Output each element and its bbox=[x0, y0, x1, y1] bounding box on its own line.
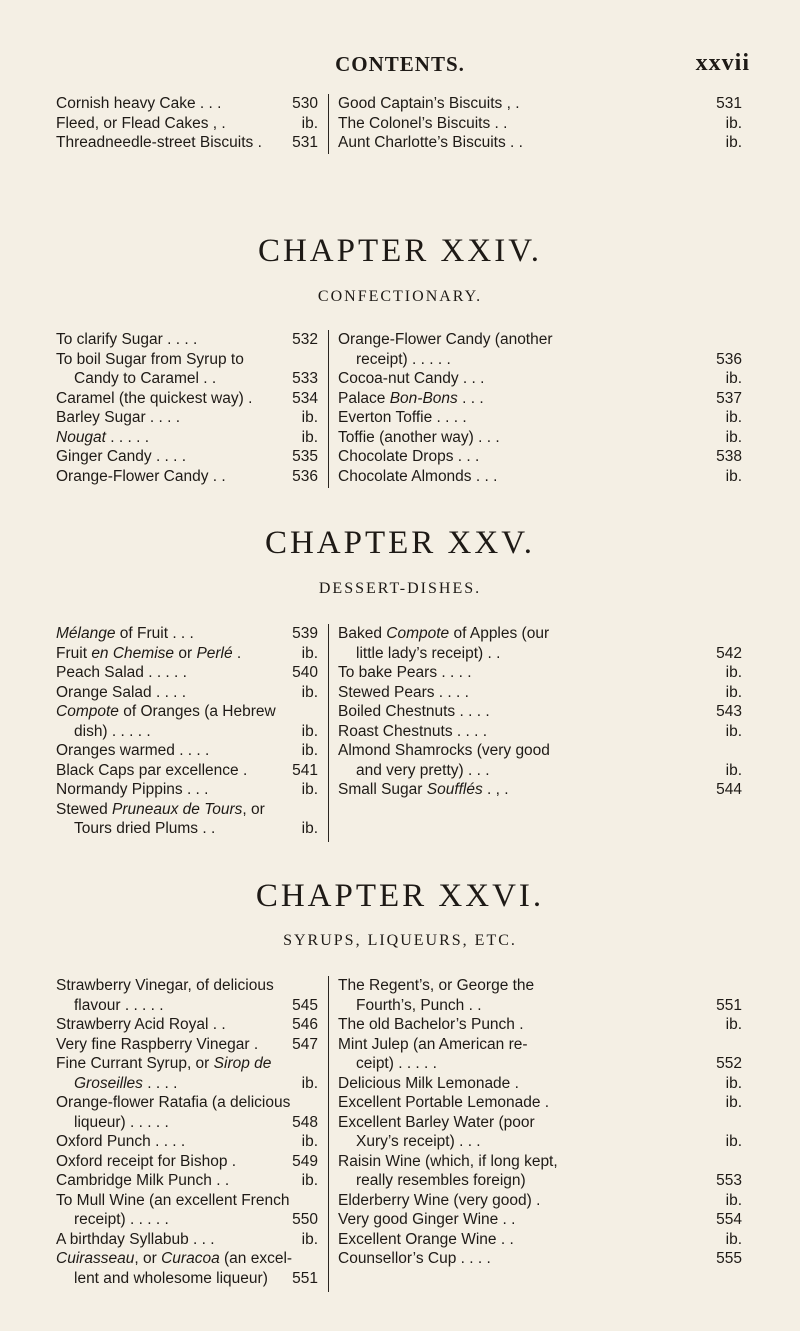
toc-entry-title: Stewed Pears . . . . bbox=[338, 683, 469, 701]
toc-entry-page: ib. bbox=[301, 742, 318, 759]
chapter-25-subtitle: DESSERT-DISHES. bbox=[318, 580, 482, 597]
toc-entry-page: ib. bbox=[725, 114, 742, 132]
toc-entry bbox=[56, 819, 318, 839]
toc-entry-page: 545 bbox=[292, 996, 318, 1014]
toc-entry-title: Cornish heavy Cake . . . bbox=[56, 95, 222, 112]
toc-entry-title: Elderberry Wine (very good) . bbox=[338, 1191, 541, 1209]
toc-entry-page: 552 bbox=[716, 1055, 742, 1072]
toc-entry-title: Orange-Flower Candy (another bbox=[338, 331, 553, 348]
toc-entry-title: Barley Sugar . . . . bbox=[56, 409, 181, 426]
toc-entry-page: 531 bbox=[292, 134, 318, 151]
toc-entry-title: lent and wholesome liqueur) bbox=[74, 1269, 268, 1287]
page-number: xxvii bbox=[695, 50, 750, 76]
toc-entry-page: 543 bbox=[716, 703, 742, 720]
toc-entry-title: Xury’s receipt) . . . bbox=[356, 1133, 481, 1150]
toc-entry bbox=[56, 1074, 318, 1094]
toc-entry-page: ib. bbox=[725, 428, 742, 446]
toc-entry bbox=[56, 428, 318, 448]
toc-entry-page: 530 bbox=[292, 95, 318, 112]
toc-entry-title: Orange Salad . . . . bbox=[56, 683, 187, 701]
toc-entry-page: ib. bbox=[725, 1016, 742, 1033]
toc-entry bbox=[338, 1054, 742, 1074]
toc-entry-title: Oxford Punch . . . . bbox=[56, 1133, 186, 1150]
toc-entry-title: Oranges warmed . . . . bbox=[56, 742, 210, 759]
toc-entry-page: 551 bbox=[292, 1269, 318, 1287]
toc-entry bbox=[56, 1113, 318, 1133]
toc-entry bbox=[338, 1074, 742, 1094]
toc-entry bbox=[56, 1210, 318, 1230]
toc-entry-page: 536 bbox=[716, 350, 742, 368]
toc-entry bbox=[338, 1035, 742, 1055]
toc-entry-page: ib. bbox=[725, 1074, 742, 1092]
toc-entry-title: Threadneedle-street Biscuits . bbox=[56, 134, 262, 151]
toc-entry bbox=[56, 663, 318, 683]
toc-column-left bbox=[56, 976, 318, 1288]
toc-entry-page: ib. bbox=[301, 1230, 318, 1248]
column-divider bbox=[328, 976, 329, 1292]
toc-entry-title: little lady’s receipt) . . bbox=[356, 644, 501, 662]
toc-entry bbox=[56, 780, 318, 800]
toc-entry bbox=[338, 976, 742, 996]
toc-entry bbox=[338, 389, 742, 409]
toc-entry bbox=[56, 369, 318, 389]
toc-entry-page: 538 bbox=[716, 448, 742, 465]
toc-entry-page: 531 bbox=[716, 95, 742, 112]
toc-entry-title: Caramel (the quickest way) . bbox=[56, 389, 253, 407]
toc-section-syrups-liqueurs bbox=[56, 976, 746, 1292]
toc-entry-title: Roast Chestnuts . . . . bbox=[338, 722, 488, 740]
toc-entry bbox=[338, 1132, 742, 1152]
toc-entry-title: Almond Shamrocks (very good bbox=[338, 742, 550, 759]
toc-entry bbox=[338, 330, 742, 350]
toc-entry-page: 534 bbox=[292, 389, 318, 407]
chapter-24-title: CHAPTER XXIV. bbox=[257, 233, 543, 269]
toc-entry-page: ib. bbox=[301, 114, 318, 132]
toc-entry bbox=[56, 114, 318, 134]
toc-entry-page: 537 bbox=[716, 389, 742, 407]
toc-entry-title: Strawberry Acid Royal . . bbox=[56, 1016, 226, 1033]
chapter-26-subtitle: SYRUPS, LIQUEURS, ETC. bbox=[283, 932, 517, 949]
toc-entry bbox=[338, 644, 742, 664]
toc-entry bbox=[338, 624, 742, 644]
toc-entry-title: Excellent Portable Lemonade . bbox=[338, 1094, 550, 1111]
running-head bbox=[0, 52, 800, 82]
toc-entry bbox=[56, 1132, 318, 1152]
toc-entry-page: ib. bbox=[725, 683, 742, 701]
toc-entry-title: Cuirasseau, or Curacoa (an excel- bbox=[56, 1250, 293, 1267]
toc-entry bbox=[56, 1191, 318, 1211]
toc-section-dessert-dishes bbox=[56, 624, 746, 844]
toc-entry-title: Counsellor’s Cup . . . . bbox=[338, 1250, 491, 1267]
toc-entry bbox=[56, 1093, 318, 1113]
toc-entry bbox=[56, 1171, 318, 1191]
toc-entry-title: Excellent Barley Water (poor bbox=[338, 1113, 535, 1131]
toc-entry bbox=[56, 644, 318, 664]
toc-entry-title: The Colonel’s Biscuits . . bbox=[338, 114, 508, 132]
toc-entry-title: Oxford receipt for Bishop . bbox=[56, 1152, 237, 1170]
toc-entry bbox=[56, 1015, 318, 1035]
toc-entry-title: The old Bachelor’s Punch . bbox=[338, 1016, 524, 1033]
toc-entry-title: Ginger Candy . . . . bbox=[56, 448, 187, 465]
toc-entry bbox=[338, 447, 742, 467]
toc-entry-title: Delicious Milk Lemonade . bbox=[338, 1074, 519, 1092]
toc-entry bbox=[56, 722, 318, 742]
toc-entry-title: Small Sugar Soufflés . , . bbox=[338, 781, 509, 798]
toc-entry bbox=[56, 408, 318, 428]
toc-entry-page: 548 bbox=[292, 1113, 318, 1131]
toc-entry-page: ib. bbox=[301, 683, 318, 701]
toc-entry bbox=[56, 741, 318, 761]
toc-entry bbox=[338, 663, 742, 683]
toc-column-right bbox=[338, 624, 742, 800]
toc-entry-title: Very fine Raspberry Vinegar . bbox=[56, 1035, 259, 1053]
toc-entry bbox=[56, 976, 318, 996]
toc-entry-page: ib. bbox=[725, 761, 742, 779]
toc-entry-page: ib. bbox=[725, 467, 742, 485]
toc-entry bbox=[56, 1230, 318, 1250]
toc-entry-title: Aunt Charlotte’s Biscuits . . bbox=[338, 134, 523, 151]
toc-entry bbox=[338, 780, 742, 800]
toc-entry-title: Peach Salad . . . . . bbox=[56, 664, 187, 681]
toc-entry-title: Cocoa-nut Candy . . . bbox=[338, 370, 485, 387]
toc-entry-page: 553 bbox=[716, 1172, 742, 1189]
toc-entry-title: Fine Currant Syrup, or Sirop de bbox=[56, 1055, 272, 1072]
toc-entry-title: Chocolate Drops . . . bbox=[338, 448, 480, 465]
toc-entry bbox=[56, 1035, 318, 1055]
toc-entry bbox=[56, 683, 318, 703]
toc-entry-title: To Mull Wine (an excellent French bbox=[56, 1191, 290, 1209]
toc-entry bbox=[338, 94, 742, 114]
toc-entry-title: Fourth’s, Punch . . bbox=[356, 996, 482, 1014]
toc-entry-title: Orange-Flower Candy . . bbox=[56, 467, 226, 485]
toc-entry-page: 547 bbox=[292, 1035, 318, 1053]
toc-entry bbox=[338, 1015, 742, 1035]
toc-entry-page: ib. bbox=[301, 1133, 318, 1150]
toc-entry bbox=[338, 1249, 742, 1269]
toc-entry-page: 533 bbox=[292, 370, 318, 387]
toc-entry bbox=[56, 624, 318, 644]
toc-column-left bbox=[56, 94, 318, 153]
toc-column-right bbox=[338, 94, 742, 153]
toc-entry-title: Palace Bon-Bons . . . bbox=[338, 389, 484, 407]
toc-entry-title: Mint Julep (an American re- bbox=[338, 1035, 528, 1053]
toc-entry-title: flavour . . . . . bbox=[74, 996, 164, 1014]
toc-entry-title: To bake Pears . . . . bbox=[338, 664, 472, 681]
chapter-26-title: CHAPTER XXVI. bbox=[255, 878, 545, 914]
toc-entry-title: Raisin Wine (which, if long kept, bbox=[338, 1152, 558, 1170]
toc-entry-title: Boiled Chestnuts . . . . bbox=[338, 703, 490, 720]
toc-entry-page: ib. bbox=[301, 1172, 318, 1189]
toc-entry-title: Stewed Pruneaux de Tours, or bbox=[56, 800, 265, 818]
toc-entry bbox=[338, 683, 742, 703]
toc-entry-page: 542 bbox=[716, 644, 742, 662]
toc-entry bbox=[338, 1171, 742, 1191]
toc-entry bbox=[338, 1093, 742, 1113]
toc-column-right bbox=[338, 330, 742, 486]
toc-entry-page: ib. bbox=[725, 1094, 742, 1111]
toc-entry-page: 546 bbox=[292, 1016, 318, 1033]
toc-entry bbox=[56, 350, 318, 370]
toc-entry bbox=[338, 702, 742, 722]
toc-column-right bbox=[338, 976, 742, 1269]
toc-entry-title: Fruit en Chemise or Perlé . bbox=[56, 644, 242, 662]
column-divider bbox=[328, 94, 329, 154]
toc-entry-title: Chocolate Almonds . . . bbox=[338, 467, 498, 485]
toc-entry-title: Toffie (another way) . . . bbox=[338, 428, 500, 446]
toc-entry-title: Strawberry Vinegar, of delicious bbox=[56, 977, 274, 994]
toc-entry-page: 539 bbox=[292, 625, 318, 642]
toc-entry-title: receipt) . . . . . bbox=[74, 1211, 169, 1228]
toc-entry-title: Candy to Caramel . . bbox=[74, 370, 217, 387]
column-divider bbox=[328, 330, 329, 488]
toc-entry-title: Tours dried Plums . . bbox=[74, 820, 216, 837]
chapter-25-title: CHAPTER XXV. bbox=[264, 525, 536, 561]
toc-entry-title: Normandy Pippins . . . bbox=[56, 781, 209, 798]
toc-entry-title: Mélange of Fruit . . . bbox=[56, 625, 194, 642]
toc-entry-page: ib. bbox=[301, 722, 318, 740]
toc-entry-page: 536 bbox=[292, 467, 318, 485]
toc-entry-page: ib. bbox=[725, 664, 742, 681]
toc-entry-title: Compote of Oranges (a Hebrew bbox=[56, 703, 276, 720]
toc-entry-page: 554 bbox=[716, 1211, 742, 1228]
toc-entry-title: dish) . . . . . bbox=[74, 722, 151, 740]
toc-entry-title: Nougat . . . . . bbox=[56, 428, 150, 446]
toc-entry bbox=[338, 369, 742, 389]
toc-entry bbox=[338, 1191, 742, 1211]
toc-entry-page: 544 bbox=[716, 781, 742, 798]
toc-entry bbox=[338, 114, 742, 134]
toc-entry-title: Orange-flower Ratafia (a delicious bbox=[56, 1094, 291, 1111]
toc-entry bbox=[56, 800, 318, 820]
toc-entry-page: 540 bbox=[292, 664, 318, 681]
toc-entry-title: ceipt) . . . . . bbox=[356, 1055, 437, 1072]
toc-entry-title: and very pretty) . . . bbox=[356, 761, 490, 779]
toc-entry bbox=[56, 467, 318, 487]
toc-entry bbox=[338, 722, 742, 742]
toc-entry-title: A birthday Syllabub . . . bbox=[56, 1230, 215, 1248]
toc-entry-title: To clarify Sugar . . . . bbox=[56, 331, 198, 348]
toc-entry bbox=[338, 133, 742, 153]
toc-entry-title: Groseilles . . . . bbox=[74, 1074, 178, 1092]
toc-column-left bbox=[56, 330, 318, 486]
toc-entry-title: Black Caps par excellence . bbox=[56, 761, 248, 779]
toc-entry-title: Fleed, or Flead Cakes , . bbox=[56, 114, 226, 132]
toc-entry-page: ib. bbox=[301, 781, 318, 798]
toc-entry-page: ib. bbox=[725, 409, 742, 426]
column-divider bbox=[328, 624, 329, 842]
toc-section-confectionary bbox=[56, 330, 746, 490]
toc-entry-page: ib. bbox=[725, 1133, 742, 1150]
toc-entry-page: ib. bbox=[725, 1191, 742, 1209]
toc-entry-page: 532 bbox=[292, 331, 318, 348]
toc-entry bbox=[338, 467, 742, 487]
toc-entry bbox=[338, 1230, 742, 1250]
toc-entry bbox=[56, 761, 318, 781]
toc-entry-page: 551 bbox=[716, 996, 742, 1014]
toc-entry bbox=[338, 1113, 742, 1133]
toc-entry bbox=[56, 1152, 318, 1172]
toc-entry bbox=[338, 428, 742, 448]
toc-entry-page: 550 bbox=[292, 1211, 318, 1228]
toc-entry bbox=[56, 133, 318, 153]
toc-entry-title: Baked Compote of Apples (our bbox=[338, 625, 550, 642]
toc-entry-page: ib. bbox=[301, 428, 318, 446]
running-head-title: CONTENTS. bbox=[335, 52, 465, 76]
chapter-24-subtitle: CONFECTIONARY. bbox=[317, 288, 483, 305]
toc-entry-title: Good Captain’s Biscuits , . bbox=[338, 95, 520, 112]
toc-entry-title: Cambridge Milk Punch . . bbox=[56, 1172, 230, 1189]
toc-section-biscuits bbox=[56, 94, 746, 156]
toc-entry bbox=[56, 1269, 318, 1289]
toc-entry-title: The Regent’s, or George the bbox=[338, 977, 535, 994]
toc-entry bbox=[338, 996, 742, 1016]
toc-entry-title: liqueur) . . . . . bbox=[74, 1113, 169, 1131]
toc-entry bbox=[56, 447, 318, 467]
toc-entry bbox=[338, 1152, 742, 1172]
toc-entry-page: ib. bbox=[725, 370, 742, 387]
toc-entry-page: ib. bbox=[725, 134, 742, 151]
toc-entry bbox=[56, 389, 318, 409]
toc-entry-page: 549 bbox=[292, 1152, 318, 1170]
toc-entry-page: ib. bbox=[725, 1230, 742, 1248]
toc-entry-title: really resembles foreign) bbox=[356, 1172, 526, 1189]
toc-entry bbox=[56, 1054, 318, 1074]
toc-entry-title: Everton Toffie . . . . bbox=[338, 409, 467, 426]
toc-entry bbox=[56, 702, 318, 722]
toc-column-left bbox=[56, 624, 318, 839]
toc-entry-title: receipt) . . . . . bbox=[356, 350, 451, 368]
toc-entry bbox=[56, 330, 318, 350]
toc-entry-page: ib. bbox=[725, 722, 742, 740]
toc-entry bbox=[338, 761, 742, 781]
toc-entry-page: 535 bbox=[292, 448, 318, 465]
toc-entry bbox=[56, 1249, 318, 1269]
toc-entry-page: ib. bbox=[301, 820, 318, 837]
toc-entry-page: ib. bbox=[301, 409, 318, 426]
toc-entry-title: Very good Ginger Wine . . bbox=[338, 1211, 516, 1228]
toc-entry bbox=[56, 996, 318, 1016]
toc-entry bbox=[338, 350, 742, 370]
toc-entry-title: To boil Sugar from Syrup to bbox=[56, 350, 244, 368]
toc-entry bbox=[338, 741, 742, 761]
toc-entry bbox=[56, 94, 318, 114]
toc-entry-title: Excellent Orange Wine . . bbox=[338, 1230, 514, 1248]
toc-entry-page: ib. bbox=[301, 644, 318, 662]
toc-entry-page: ib. bbox=[301, 1074, 318, 1092]
toc-entry bbox=[338, 408, 742, 428]
toc-entry bbox=[338, 1210, 742, 1230]
toc-entry-page: 555 bbox=[716, 1250, 742, 1267]
toc-entry-page: 541 bbox=[292, 761, 318, 779]
